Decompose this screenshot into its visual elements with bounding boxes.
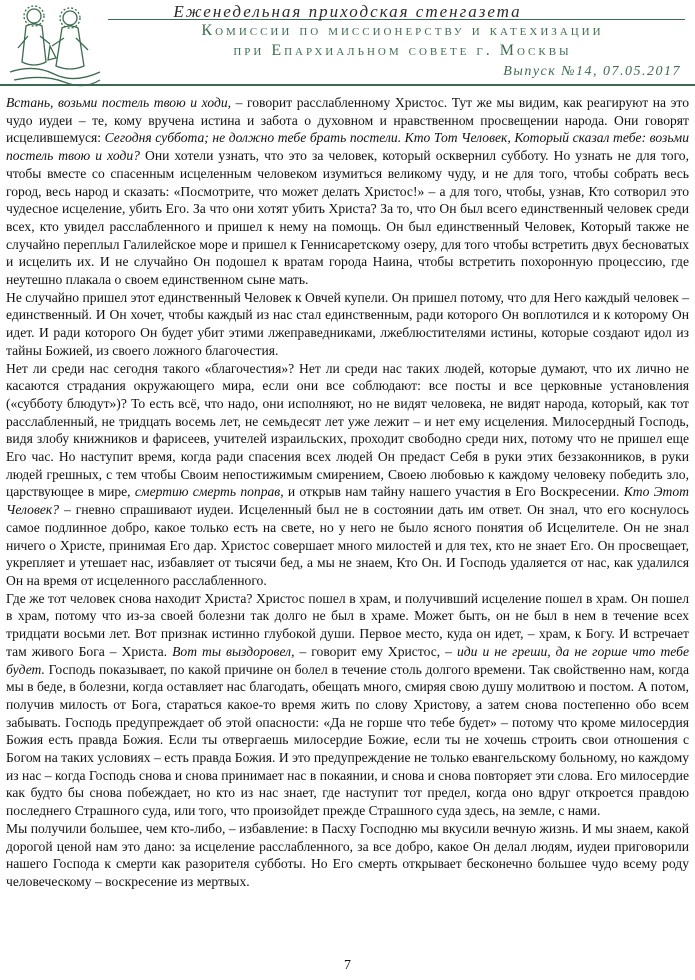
article-paragraph <box>6 590 689 820</box>
text-run: – говорит ему Христос, – <box>294 643 457 659</box>
council-name: при Епархиальном совете г. Москвы <box>233 42 572 59</box>
newspaper-title: Еженедельная приходская стенгазета <box>173 2 522 21</box>
scripture-quote: смертию смерть поправ, <box>134 484 284 500</box>
masthead <box>0 0 695 92</box>
masthead-bottom-rule <box>0 84 695 86</box>
text-run: и открыв нам тайну нашего участия в Его Воскресении. <box>283 484 624 500</box>
article-body <box>6 94 689 891</box>
article-paragraph <box>6 820 689 891</box>
article-paragraph <box>6 360 689 590</box>
text-run: Господь показывает, по какой причине он болел в течение столь долгого времени. Так свойственно нам, когда мы в беде, в болезни, когда оставляет нас благодать, обещать много, смиряя свою душу молитвою и постом. А потом, получив милость от Бога, стараться какое-то время жить по слову Христову, а затем снова постепенно обо всем забывать. Господь предупреждает об этой опасности: «Да не горше что тебе будет» – потому что кроме милосердия Божия есть правда Божия. Если ты отвергаешь милосердие Божие, если ты не хочешь строить свои отношения с Богом на таких условиях – есть правда Божия. И это предупреждение не только евангельскому больному, но каждому из нас – когда Господь снова и снова принимает нас в покаянии, и снова и снова повторяет эти слова. Его милосердие как будто бы снова побеждает, но кто из нас знает, где наступит тот предел, когда оно вдруг откроется правдою последнего Страшного суда, или того, что произойдет прежде Страшного суда здесь, на земле, с нами. <box>6 661 689 819</box>
text-run: – говорит расслабленному Христос. Тут же мы видим, как реагируют на это чудо иудеи – те, кому вручена истина и забота о духовном и нравственном просвещении народа. Они говорят исцелившемуся: <box>6 95 689 146</box>
page-number: 7 <box>344 958 351 973</box>
scripture-quote: Сегодня суббота; не должно тебе брать постели. Кто Тот Человек, Который сказал тебе: возьми постель твою и ходи? <box>6 130 689 164</box>
text-run: Они хотели узнать, что это за человек, который осквернил субботу. Но узнать не для того, чтобы вместе со спасенным исцеленным человеком изумиться великому чуду, и не для того, чтобы собрать весь город, весь народ и сказать: «Посмотрите, что может делать Христос!» – а для того, чтобы, узнав, Кто сотворил это чудесное исцеление, убить Его. За что они хотят убить Христа? За то, что Он был всего единственный человек среди всех, кто увидел расслабленного и пришел к нему на помощь. Он был единственный Человек, Который также не случайно переплыл Галилейское море и пришел к Геннисаретскому озеру, для того чтобы встретить двух бесноватых и исцелить их. И не случайно Он подошел к вратам города Наина, чтобы встретить похоронную процессию, где неутешно плакала о своем единственном сыне мать. <box>6 148 690 288</box>
text-run: Не случайно пришел этот единственный Человек к Овчей купели. Он пришел потому, что для Него каждый человек – единственный. И Он хочет, чтобы каждый из нас стал единственным, ради которого Он воплотился и к которому Он идет. И ради которого Он будет убит этими лжеправедниками, лжеблюстителями истины, которые создают идол из тайны Божией, из своего ложного благочестия. <box>6 289 689 358</box>
article-paragraph <box>6 94 689 289</box>
issue-number: Выпуск №14, 07.05.2017 <box>503 64 681 79</box>
text-run: Нет ли среди нас сегодня такого «благочестия»? Нет ли среди нас таких людей, которые думают, что их лично не касаются страдания окружающего мира, если они все соблюдают: все посты и все церковные установления («субботу блюдут»)? То есть всё, что надо, они исполняют, но не видят человека, не видят народа, который, как тот расслабленный, не тридцать восемь лет, не семьдесят лет уже лежит – и нет ему исцеления. Милосердный Господь, видя злобу книжников и фарисеев, учителей израильских, проходит свободно среди них, потому что не пришел еще Его час. Но наступит время, когда ради спасения всех людей Он предаст Себя в руки этих беззаконников, в руки людей грешных, с тем чтобы Своим непостижимым смирением, Своею любовью к каждому человеку победить зло, царствующее в мире, <box>6 360 689 500</box>
commission-name: Комиссии по миссионерству и катехизации <box>201 22 604 39</box>
article-paragraph <box>6 289 689 360</box>
text-run: Мы получили большее, чем кто-либо, – избавление: в Пасху Господню мы вкусили вечную жизнь. И мы знаем, какой дорогой ценой нам это дано: за исцеление расслабленного, за все добро, какое Он делал людям, иудеи приговорили нашего Господа к смерти как разорителя субботы. Но Его смерть открывает бесконечно большее чудо всему роду человеческому – воскресение из мертвых. <box>6 820 689 889</box>
text-run: – гневно спрашивают иудеи. Исцеленный был не в состоянии дать им ответ. Он знал, что его коснулось самое подлинное добро, какое только есть на свете, но у него не было ясного понятия об Исцелителе. Он не знал ничего о Христе, принимая Его дар. Христос совершает много милостей и для тех, кто не знает Его. Он просвещает, укрепляет и утешает нас, избавляет от тысячи бед, а мы не знаем, Кто Он. И Господь удаляется от нас, как удалился Он на время от исцеленного расслабленного. <box>6 502 689 588</box>
scripture-quote: иди и не греши, да не горше что тебе будет. <box>6 643 689 677</box>
scripture-quote: Кто Этот Человек? <box>6 484 689 518</box>
scripture-quote: Встань, возьми постель твою и ходи, <box>6 95 232 110</box>
scripture-quote: Вот ты выздоровел, <box>172 643 295 659</box>
text-run: Где же тот человек снова находит Христа? Христос пошел в храм, и получивший исцеление пошел в храм. Он пошел в храм, потому что из-за своей болезни так долго не был в храме. Может быть, он не был в нем в течение всех тридцати восьми лет. Вот признак истинно глубокой души. Первое место, куда он идет, – храм, к Богу. И встречает там живого Бога – Христа. <box>6 590 689 659</box>
